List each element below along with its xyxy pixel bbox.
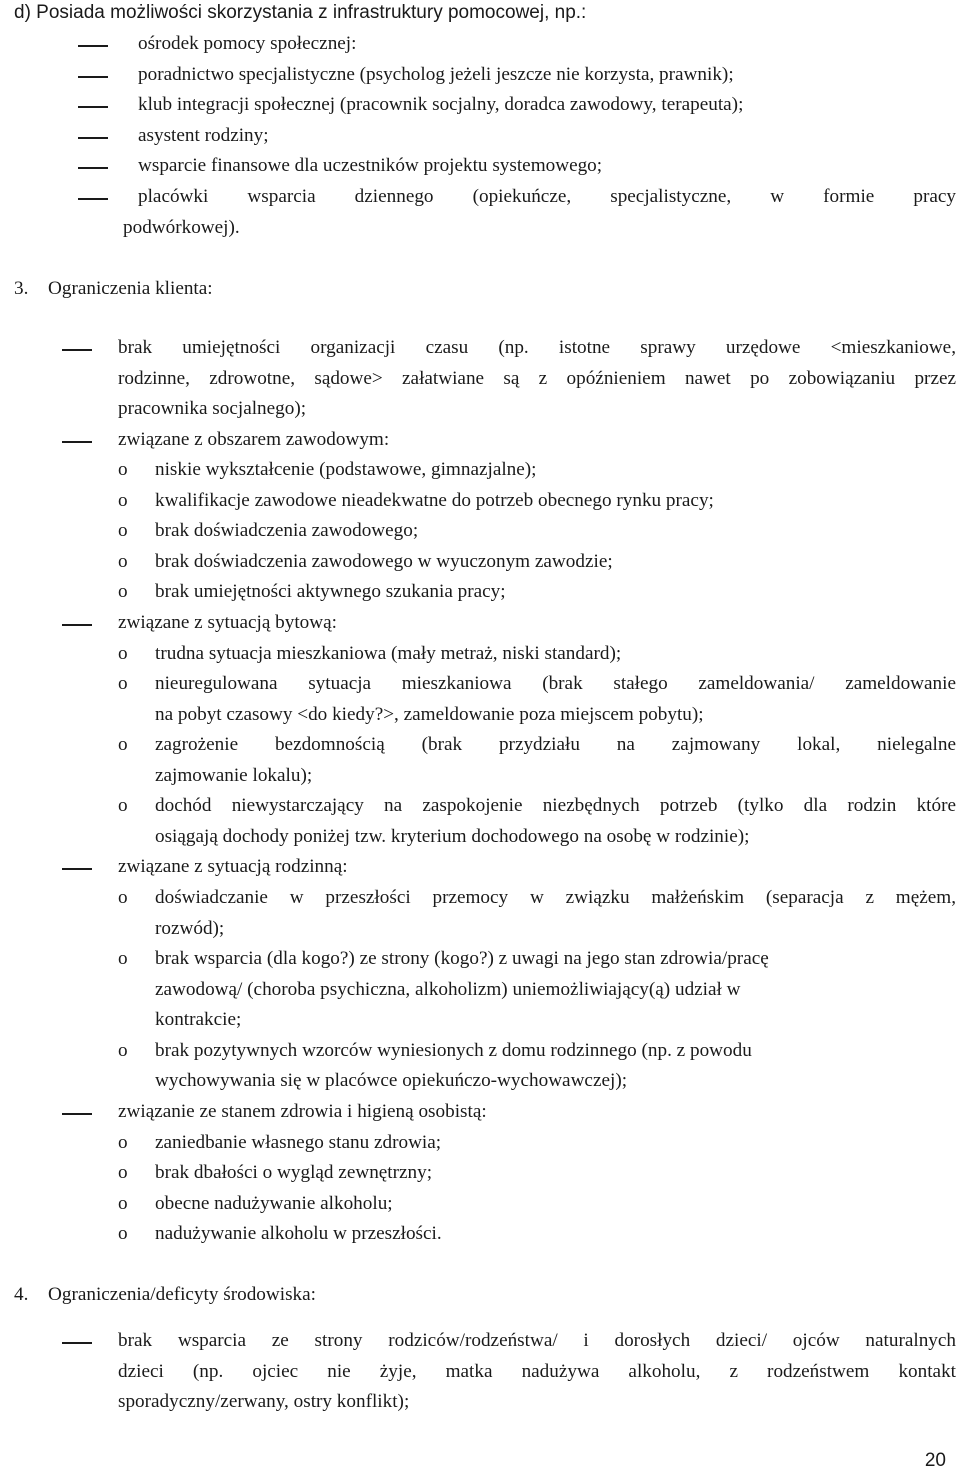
circle-bullet: o (118, 1132, 128, 1153)
dash-bullet (78, 106, 108, 108)
list-item: sporadyczny/zerwany, ostry konflikt); (118, 1391, 410, 1412)
sub-item: brak doświadczenia zawodowego w wyuczonym zawodzie; (155, 551, 613, 572)
list-item: dzieci (np. ojciec nie żyje, matka nadużywa alkoholu, z rodzeństwem kontakt (118, 1361, 956, 1382)
sub-item: zaniedbanie własnego stanu zdrowia; (155, 1132, 442, 1153)
circle-bullet: o (118, 643, 128, 664)
dash-bullet (62, 868, 92, 870)
dash-bullet (62, 1342, 92, 1344)
circle-bullet: o (118, 490, 128, 511)
sub-item: brak wsparcia (dla kogo?) ze strony (kogo?) z uwagi na jego stan zdrowia/pracę (155, 948, 769, 969)
circle-bullet: o (118, 887, 128, 908)
page-number: 20 (924, 1450, 946, 1471)
list-item: pracownika socjalnego); (118, 398, 307, 419)
circle-bullet: o (118, 734, 128, 755)
section-4-title: Ograniczenia/deficyty środowiska: (48, 1284, 316, 1305)
sub-item: trudna sytuacja mieszkaniowa (mały metraż, niski standard); (155, 643, 622, 664)
dash-bullet (62, 441, 92, 443)
list-item: poradnictwo specjalistyczne (psycholog jeżeli jeszcze nie korzysta, prawnik); (138, 64, 734, 85)
circle-bullet: o (118, 1162, 128, 1183)
sub-item-continuation: na pobyt czasowy <do kiedy?>, zameldowanie poza miejscem pobytu); (155, 704, 704, 725)
list-item: asystent rodziny; (138, 125, 269, 146)
sub-item-continuation: zajmowanie lokalu); (155, 765, 313, 786)
list-item: klub integracji społecznej (pracownik socjalny, doradca zawodowy, terapeuta); (138, 94, 744, 115)
list-item: brak umiejętności organizacji czasu (np. istotne sprawy urzędowe <mieszkaniowe, (118, 337, 956, 358)
group-header: związane z obszarem zawodowym: (118, 429, 390, 450)
circle-bullet: o (118, 551, 128, 572)
sub-item: niskie wykształcenie (podstawowe, gimnazjalne); (155, 459, 537, 480)
dash-bullet (78, 137, 108, 139)
list-item: ośrodek pomocy społecznej: (138, 33, 357, 54)
sub-item-continuation: osiągają dochody poniżej tzw. kryterium dochodowego na osobę w rodzinie); (155, 826, 750, 847)
sub-item: brak dbałości o wygląd zewnętrzny; (155, 1162, 433, 1183)
sub-item-continuation: rozwód); (155, 918, 225, 939)
list-item: rodzinne, zdrowotne, sądowe> załatwiane są z opóźnieniem nawet po zobowiązaniu przez (118, 368, 956, 389)
dash-bullet (62, 349, 92, 351)
circle-bullet: o (118, 795, 128, 816)
circle-bullet: o (118, 1193, 128, 1214)
sub-item-continuation: wychowywania się w placówce opiekuńczo-wychowawczej); (155, 1070, 628, 1091)
circle-bullet: o (118, 948, 128, 969)
dash-bullet (78, 76, 108, 78)
sub-item: nadużywanie alkoholu w przeszłości. (155, 1223, 442, 1244)
list-item: brak wsparcia ze strony rodziców/rodzeństwa/ i dorosłych dzieci/ ojców naturalnych (118, 1330, 956, 1351)
dash-bullet (62, 624, 92, 626)
sub-item: nieuregulowana sytuacja mieszkaniowa (brak stałego zameldowania/ zameldowanie (155, 673, 956, 694)
circle-bullet: o (118, 1223, 128, 1244)
sub-item: brak pozytywnych wzorców wyniesionych z domu rodzinnego (np. z powodu (155, 1040, 752, 1061)
sub-item: brak umiejętności aktywnego szukania pracy; (155, 581, 506, 602)
group-header: związane z sytuacją rodzinną: (118, 856, 348, 877)
dash-bullet (62, 1113, 92, 1115)
sub-item-continuation: kontrakcie; (155, 1009, 242, 1030)
section-3-number: 3. (14, 278, 29, 299)
circle-bullet: o (118, 520, 128, 541)
dash-bullet (78, 45, 108, 47)
group-header: związanie ze stanem zdrowia i higieną osobistą: (118, 1101, 487, 1122)
sub-item: kwalifikacje zawodowe nieadekwatne do potrzeb obecnego rynku pracy; (155, 490, 714, 511)
group-header: związane z sytuacją bytową: (118, 612, 337, 633)
sub-item: zagrożenie bezdomnością (brak przydziału na zajmowany lokal, nielegalne (155, 734, 956, 755)
list-item-continuation: podwórkowej). (123, 217, 240, 238)
list-item: wsparcie finansowe dla uczestników projektu systemowego; (138, 155, 603, 176)
section-4-number: 4. (14, 1284, 29, 1305)
circle-bullet: o (118, 1040, 128, 1061)
dash-bullet (78, 198, 108, 200)
sub-item: doświadczanie w przeszłości przemocy w związku małżeńskim (separacja z mężem, (155, 887, 956, 908)
section-3-title: Ograniczenia klienta: (48, 278, 213, 299)
list-item: placówki wsparcia dziennego (opiekuńcze, specjalistyczne, w formie pracy (138, 186, 956, 207)
sub-item: dochód niewystarczający na zaspokojenie niezbędnych potrzeb (tylko dla rodzin które (155, 795, 956, 816)
circle-bullet: o (118, 459, 128, 480)
sub-item-continuation: zawodową/ (choroba psychiczna, alkoholizm) uniemożliwiający(ą) udział w (155, 979, 741, 1000)
dash-bullet (78, 167, 108, 169)
sub-item: brak doświadczenia zawodowego; (155, 520, 419, 541)
section-d-heading: d) Posiada możliwości skorzystania z infrastruktury pomocowej, np.: (14, 2, 587, 23)
circle-bullet: o (118, 673, 128, 694)
circle-bullet: o (118, 581, 128, 602)
sub-item: obecne nadużywanie alkoholu; (155, 1193, 393, 1214)
